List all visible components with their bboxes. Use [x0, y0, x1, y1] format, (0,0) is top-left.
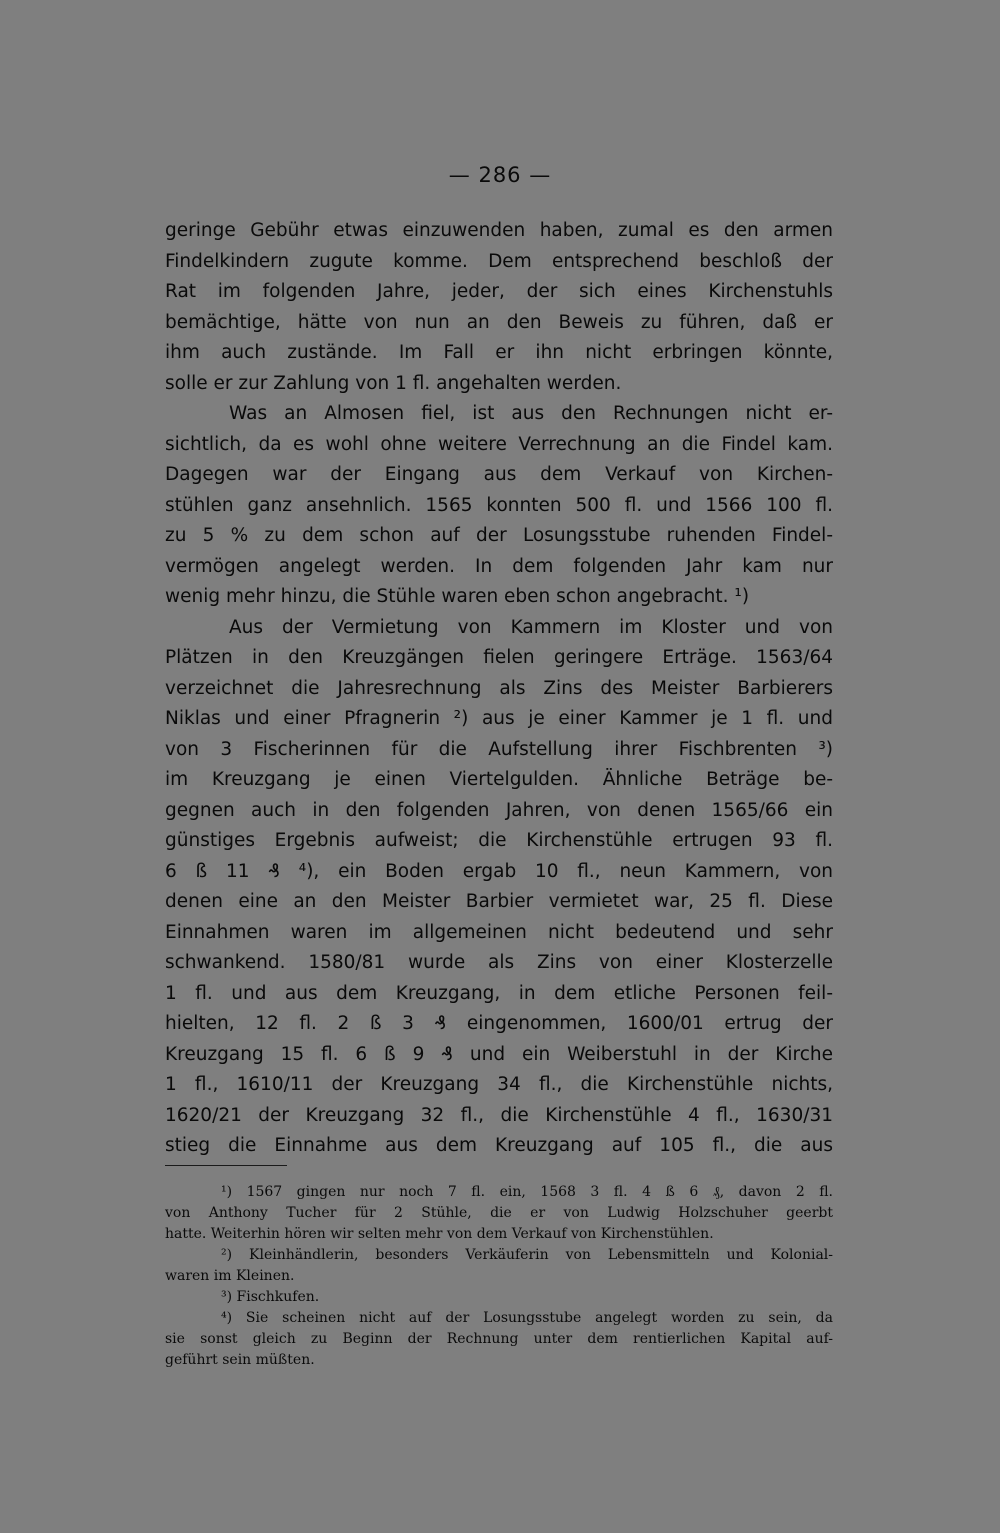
- body-line: von 3 Fischerinnen für die Aufstellung ihrer Fischbrenten ³): [165, 738, 833, 760]
- body-line: ihm auch zustände. Im Fall er ihn nicht erbringen könnte,: [165, 342, 833, 363]
- body-line: Plätzen in den Kreuzgängen fielen geringere Erträge. 1563/64: [165, 647, 833, 668]
- footnote-line: waren im Kleinen.: [165, 1268, 295, 1284]
- page-number: — 286 —: [448, 163, 552, 187]
- body-line: Was an Almosen fiel, ist aus den Rechnungen nicht er-: [229, 403, 833, 424]
- body-line: denen eine an den Meister Barbier vermietet war, 25 fl. Diese: [165, 891, 833, 912]
- footnote-line: geführt sein müßten.: [165, 1352, 315, 1368]
- body-line: Kreuzgang 15 fl. 6 ß 9 ₰ und ein Weiberstuhl in der Kirche: [165, 1043, 833, 1065]
- body-line: 6 ß 11 ₰ ⁴), ein Boden ergab 10 fl., neun Kammern, von: [165, 860, 833, 882]
- body-line: im Kreuzgang je einen Viertelgulden. Ähnliche Beträge be-: [165, 769, 833, 790]
- body-line: bemächtige, hätte von nun an den Beweis zu führen, daß er: [165, 311, 833, 333]
- body-line: 1 fl. und aus dem Kreuzgang, in dem etliche Personen feil-: [165, 982, 833, 1004]
- body-line: hielten, 12 fl. 2 ß 3 ₰ eingenommen, 1600/01 ertrug der: [165, 1013, 833, 1034]
- footnote-line: ²) Kleinhändlerin, besonders Verkäuferin von Lebensmitteln und Kolonial-: [221, 1247, 833, 1263]
- footnote-separator: [165, 1165, 287, 1166]
- body-line: stühlen ganz ansehnlich. 1565 konnten 500 fl. und 1566 100 fl.: [165, 494, 833, 516]
- body-line: solle er zur Zahlung von 1 fl. angehalten werden.: [165, 372, 622, 394]
- body-line: günstiges Ergebnis aufweist; die Kirchenstühle ertrugen 93 fl.: [165, 830, 833, 851]
- body-line: 1620/21 der Kreuzgang 32 fl., die Kirchenstühle 4 fl., 1630/31: [165, 1104, 833, 1126]
- footnote-line: ³) Fischkufen.: [221, 1289, 320, 1305]
- body-line: Niklas und einer Pfragnerin ²) aus je einer Kammer je 1 fl. und: [165, 708, 833, 729]
- body-line: schwankend. 1580/81 wurde als Zins von einer Klosterzelle: [165, 952, 833, 973]
- body-line: vermögen angelegt werden. In dem folgenden Jahr kam nur: [165, 555, 833, 577]
- body-line: gegnen auch in den folgenden Jahren, von denen 1565/66 ein: [165, 799, 833, 821]
- footnote-line: sie sonst gleich zu Beginn der Rechnung unter dem rentierlichen Kapital auf-: [165, 1331, 833, 1347]
- body-line: Dagegen war der Eingang aus dem Verkauf von Kirchen-: [165, 464, 833, 485]
- footnote-line: ¹) 1567 gingen nur noch 7 fl. ein, 1568 3 fl. 4 ß 6 ₰, davon 2 fl.: [221, 1184, 833, 1200]
- body-line: Rat im folgenden Jahre, jeder, der sich eines Kirchenstuhls: [165, 281, 833, 302]
- footnote-line: von Anthony Tucher für 2 Stühle, die er von Ludwig Holzschuher geerbt: [165, 1205, 833, 1221]
- footnote-line: ⁴) Sie scheinen nicht auf der Losungsstube angelegt worden zu sein, da: [221, 1310, 833, 1326]
- body-line: wenig mehr hinzu, die Stühle waren eben schon angebracht. ¹): [165, 586, 750, 607]
- footnote-line: hatte. Weiterhin hören wir selten mehr von dem Verkauf von Kirchenstühlen.: [165, 1226, 714, 1242]
- body-line: sichtlich, da es wohl ohne weitere Verrechnung an die Findel kam.: [165, 433, 833, 455]
- body-line: stieg die Einnahme aus dem Kreuzgang auf 105 fl., die aus: [165, 1135, 833, 1156]
- body-line: 1 fl., 1610/11 der Kreuzgang 34 fl., die Kirchenstühle nichts,: [165, 1074, 833, 1095]
- body-line: zu 5 % zu dem schon auf der Losungsstube ruhenden Findel-: [165, 525, 833, 546]
- body-line: Einnahmen waren im allgemeinen nicht bedeutend und sehr: [165, 921, 833, 943]
- body-line: verzeichnet die Jahresrechnung als Zins des Meister Barbierers: [165, 677, 833, 699]
- body-line: Aus der Vermietung von Kammern im Kloster und von: [229, 616, 833, 638]
- body-line: geringe Gebühr etwas einzuwenden haben, zumal es den armen: [165, 220, 833, 241]
- body-line: Findelkindern zugute komme. Dem entsprechend beschloß der: [165, 250, 833, 272]
